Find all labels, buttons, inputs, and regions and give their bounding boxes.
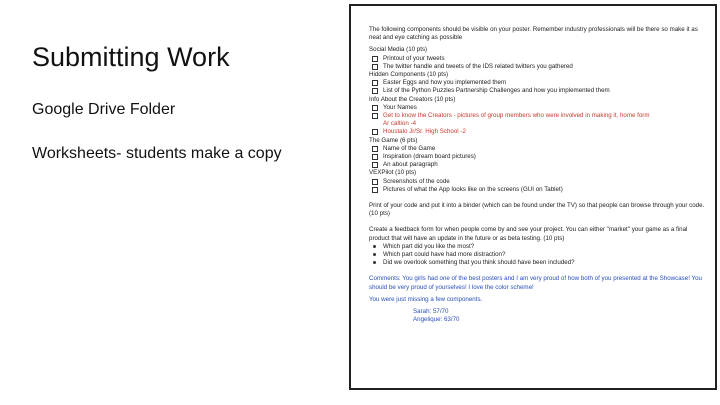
doc-section-title: Social Media (10 pts)	[369, 46, 428, 54]
doc-bullet-item	[369, 259, 707, 267]
doc-item-text: Your Names	[383, 103, 417, 111]
checkbox-icon	[372, 88, 378, 94]
doc-score: Angelique: 63/70	[413, 316, 460, 324]
doc-item-text: Which part could have had more distraction?	[383, 251, 506, 259]
checkbox-icon	[372, 187, 378, 193]
checkbox-icon	[372, 113, 378, 119]
doc-checklist-item	[369, 79, 707, 87]
doc-checklist-item	[369, 55, 707, 63]
checkbox-icon	[372, 64, 378, 70]
doc-checklist-item	[369, 153, 707, 161]
checkbox-icon	[372, 56, 378, 62]
doc-checklist-item	[369, 104, 707, 112]
doc-checklist-item	[369, 87, 707, 95]
doc-checklist-item	[369, 112, 707, 128]
doc-checklist-item	[369, 161, 707, 169]
checkbox-icon	[372, 162, 378, 168]
doc-item-text: Name of the Game	[383, 144, 436, 152]
doc-missing-note: You were just missing a few components.	[369, 295, 483, 303]
doc-section-title: The Game (6 pts)	[369, 136, 418, 144]
doc-item-text: Get to know the Creators - pictures of group members who were involved in making it, home form	[383, 112, 650, 120]
doc-item-text: Screenshots of the code	[383, 177, 450, 185]
doc-section-title: Info About the Creators (10 pts)	[369, 95, 456, 103]
slide-title: Submitting Work	[32, 42, 230, 72]
doc-intro: The following components should be visible on your poster. Remember industry professionals will be there so make it as neat and eye catching as possible	[369, 26, 698, 42]
doc-item-text: Printout of your tweets	[383, 54, 445, 62]
doc-checklist-item	[369, 186, 707, 194]
doc-bullet-item	[369, 243, 707, 251]
doc-paragraph-feedback: Create a feedback form for when people come by and see your project. You can either "market" your game as a final product that will have an update in the future or as beta testing. (10 pts)	[369, 226, 688, 242]
doc-item-text: Which part did you like the most?	[383, 242, 475, 250]
checkbox-icon	[372, 154, 378, 160]
slide-line-worksheets: Worksheets- students make a copy	[32, 145, 282, 162]
doc-item-text: Pictures of what the App looks like on the screens (GUI on Tablet)	[383, 185, 563, 193]
doc-item-text: Easter Eggs and how you implemented them	[383, 79, 507, 87]
bullet-icon	[373, 253, 376, 256]
doc-bullet-item	[369, 251, 707, 259]
checkbox-icon	[372, 105, 378, 111]
checkbox-icon	[372, 146, 378, 152]
bullet-icon	[373, 261, 376, 264]
doc-score: Sarah: 57/70	[413, 308, 449, 316]
doc-item-text: An about paragraph	[383, 161, 438, 169]
checkbox-icon	[372, 179, 378, 185]
doc-item-text: Houstalo Jr/Sr. High School -2	[383, 128, 466, 136]
doc-checklist-item	[369, 145, 707, 153]
doc-checklist-item	[369, 128, 707, 136]
doc-section-title: Hidden Components (10 pts)	[369, 71, 449, 79]
doc-item-text: The twitter handle and tweets of the IDS related twitters you gathered	[383, 62, 573, 70]
doc-checklist-item	[369, 178, 707, 186]
rubric-document-image	[349, 4, 717, 390]
doc-item-note: Ar caltion -4	[383, 120, 417, 128]
bullet-icon	[373, 245, 376, 248]
doc-checklist-item	[369, 63, 707, 71]
doc-item-text: Inspiration (dream board pictures)	[383, 153, 476, 161]
checkbox-icon	[372, 80, 378, 86]
doc-comments: Comments: You girls had one of the best posters and I am very proud of how both of you presented at the Showcase! You should be very proud of yourselves! I love the color scheme!	[369, 275, 702, 291]
checkbox-icon	[372, 129, 378, 135]
doc-section-title: VEXPilot (10 pts)	[369, 169, 417, 177]
doc-paragraph-binder: Print of your code and put it into a binder (which can be found under the TV) so that people can browse through your code. (10 pts)	[369, 202, 705, 218]
doc-item-text: Did we overlook something that you think should have been included?	[383, 259, 575, 267]
slide-line-drive-folder: Google Drive Folder	[32, 101, 176, 118]
doc-item-text: List of the Python Puzzles Partnership Challenges and how you implemented them	[383, 87, 610, 95]
